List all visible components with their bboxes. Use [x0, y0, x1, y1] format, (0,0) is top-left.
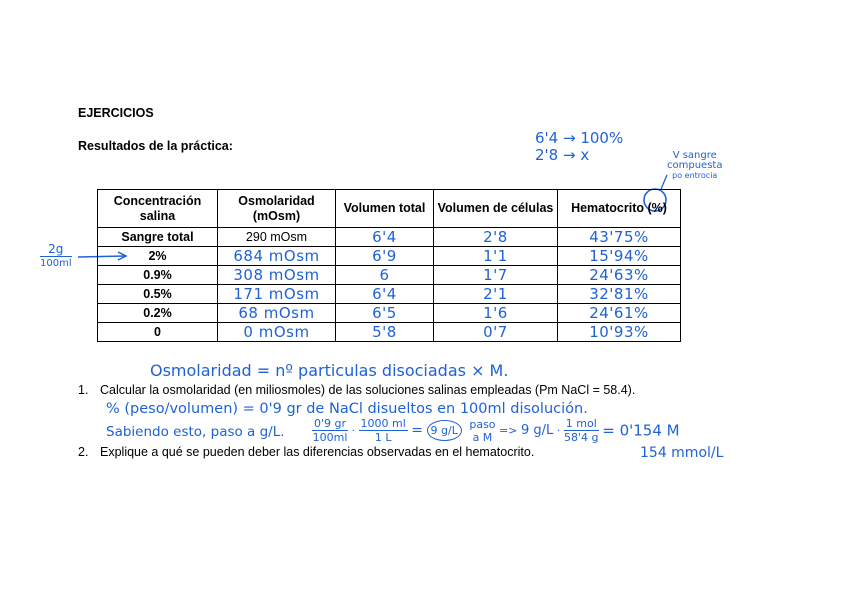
cell-osm: 68 mOsm	[238, 304, 315, 322]
table-row	[98, 285, 681, 304]
question-2-text: Explique a qué se pueden deber las diferencias observadas en el hematocrito.	[100, 445, 535, 459]
rule-line-1: 6'4 → 100%	[535, 129, 624, 147]
handwritten-line-2: Sabiendo esto, paso a g/L.	[106, 424, 285, 440]
cell-osm: 684 mOsm	[233, 247, 320, 265]
result-mmol: 154 mmol/L	[640, 445, 724, 461]
handwritten-calculation: $\frac{0'9 gr}{100ml}$ · $\frac{1000 ml}{1 L}$ = 9 g/L paso a M => 9 g/L · $\frac{\text{1 mol}}{58'4 g}$ = 0'154 M	[312, 417, 680, 444]
cell-osm: 0 mOsm	[243, 323, 310, 341]
circled-result: 9 g/L	[427, 420, 462, 441]
cell-hto: 24'63%	[589, 266, 649, 284]
fraction-2	[359, 417, 408, 444]
header-osmolaridad: Osmolaridad (mOsm)	[218, 190, 336, 228]
question-1	[78, 383, 635, 397]
paso-top: paso	[469, 417, 496, 431]
cell-vcel: 1'1	[483, 247, 508, 265]
question-2	[78, 445, 534, 459]
note-pointer	[661, 175, 667, 189]
table-header-row	[98, 190, 681, 228]
g-per-l: 9 g/L	[520, 423, 554, 438]
cell-osm: 308 mOsm	[233, 266, 320, 284]
row-label: 2%	[98, 247, 218, 266]
cell-vcel: 1'7	[483, 266, 508, 284]
cell-vtotal: 6	[379, 266, 390, 284]
arrow: =>	[499, 424, 518, 437]
cell-osm: 171 mOsm	[233, 285, 320, 303]
cell-vtotal: 6'4	[372, 285, 397, 303]
equals-sign: =	[411, 422, 424, 439]
header-volumen-celulas: Volumen de células	[434, 190, 558, 228]
table-row	[98, 228, 681, 247]
cell-vcel: 2'1	[483, 285, 508, 303]
handwritten-formula: Osmolaridad = nº particulas disociadas × M.	[150, 361, 509, 380]
results-table	[97, 189, 681, 342]
side-annotation-den: 100ml	[40, 258, 72, 269]
cell-vcel: 1'6	[483, 304, 508, 322]
table-row	[98, 323, 681, 342]
table-row	[98, 304, 681, 323]
question-2-number: 2.	[78, 445, 89, 459]
question-1-number: 1.	[78, 383, 89, 397]
cell-vtotal: 6'9	[372, 247, 397, 265]
row-label: 0.9%	[98, 266, 218, 285]
cell-vcel: 2'8	[483, 228, 508, 246]
cell-vcel: 0'7	[483, 323, 508, 341]
table-row	[98, 266, 681, 285]
paso-bottom: a M	[472, 430, 493, 444]
cell-vtotal: 6'5	[372, 304, 397, 322]
cell-hto: 32'81%	[589, 285, 649, 303]
paso-note	[469, 418, 495, 444]
cell-hto: 15'94%	[589, 247, 649, 265]
rule-line-2: 2'8 → x	[535, 146, 590, 164]
note-line-1: V sangre	[672, 150, 717, 161]
fraction-2-den: 1 L	[374, 431, 392, 444]
note-line-3: po entrocia	[672, 171, 718, 180]
result-molar: = 0'154 M	[602, 421, 680, 440]
cell-hto: 24'61%	[589, 304, 649, 322]
header-volumen-total: Volumen total	[336, 190, 434, 228]
fraction-1-den: 100ml	[312, 431, 348, 444]
row-label: 0.2%	[98, 304, 218, 323]
fraction-1-num: 0'9 gr	[314, 417, 347, 430]
cell-osm: 290 mOsm	[218, 228, 336, 247]
cell-vtotal: 5'8	[372, 323, 397, 341]
question-1-text: Calcular la osmolaridad (en miliosmoles) de las soluciones salinas empleadas (Pm NaCl = 58.4).	[100, 383, 636, 397]
cell-hto: 43'75%	[589, 228, 649, 246]
section-title: EJERCICIOS	[78, 106, 154, 120]
table-row	[98, 247, 681, 266]
results-title: Resultados de la práctica:	[78, 139, 233, 153]
note-line-2: compuesta	[667, 160, 723, 171]
fraction-3	[564, 417, 599, 444]
fraction-3-den: 58'4 g	[564, 431, 599, 444]
row-label: Sangre total	[98, 228, 218, 247]
header-concentracion: Concentración salina	[98, 190, 218, 228]
cell-vtotal: 6'4	[372, 228, 397, 246]
fraction-2-num: 1000 ml	[360, 417, 406, 430]
row-label: 0	[98, 323, 218, 342]
fraction-3-num: 1 mol	[565, 417, 597, 430]
handwritten-line-1: % (peso/volumen) = 0'9 gr de NaCl disueltos en 100ml disolución.	[106, 401, 588, 417]
cell-hto: 10'93%	[589, 323, 649, 341]
header-hematocrito: Hematocrito (%)	[558, 190, 681, 228]
row-label: 0.5%	[98, 285, 218, 304]
fraction-1	[312, 417, 348, 444]
side-annotation-num: 2g	[40, 243, 72, 257]
